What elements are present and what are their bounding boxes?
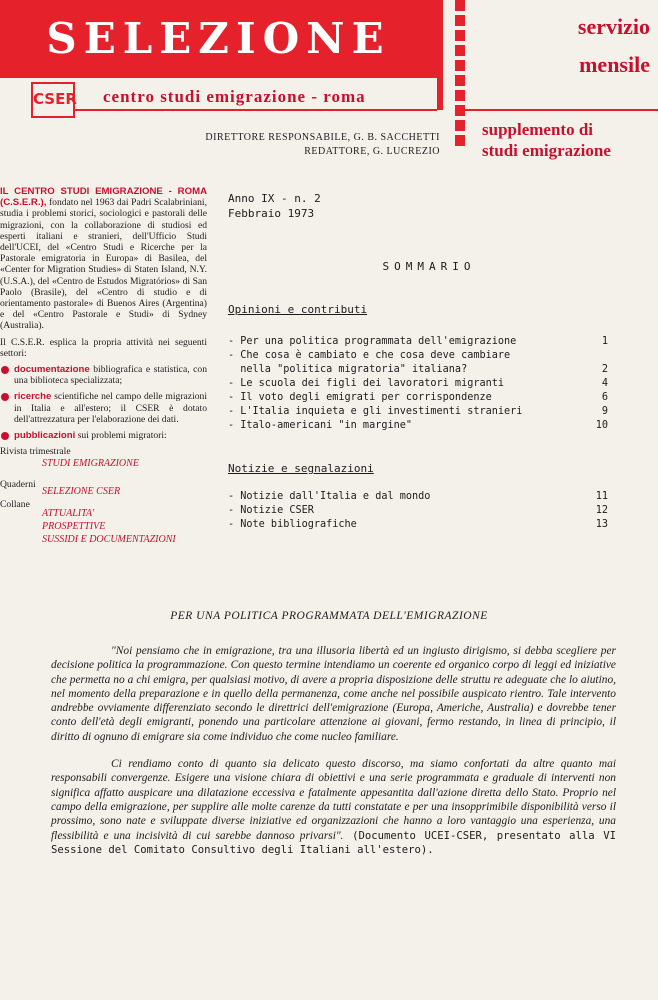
article-paragraph-2 [51,757,616,857]
list-item-documentazione [0,364,207,386]
divider-line-right [465,109,658,111]
collane-list [42,499,176,546]
subtitle-underline [75,109,437,111]
rivista-label: Rivista trimestrale [0,446,71,458]
toc-entry-title: - L'Italia inquieta e gli investimenti stranieri [228,406,523,417]
toc-entry-page [588,349,608,363]
servizio-label: servizio [577,14,650,39]
toc-entry [228,504,608,518]
toc-entry-title: nella "politica migratoria" italiana? [228,364,468,375]
quaderni-title: SELEZIONE CSER [42,486,121,498]
documentazione-text: bibliografica e statistica, con una biblioteca specializzata; [14,364,207,387]
quaderni-label: Quaderni [0,479,36,491]
pubblicazioni-text: sui problemi migratori: [75,430,167,442]
cser-intro [0,186,207,332]
dashed-divider [455,0,465,160]
toc-entry-title: - Per una politica programmata dell'emigrazione [228,336,517,347]
toc-entry [228,391,608,405]
collane-label: Collane [0,499,30,511]
article-paragraph-1: "Noi pensiamo che in emigrazione, tra una illusoria libertà ed un ingiusto dirigismo, si debba scegliere per decisione politica la programmazione. Con questo termine intendiamo un coerente ed organico corpo di leggi ed iniziative che permetta no a chi emigra, per qualsiasi motivo, di avere a propria disposizione delle struttu re adeguate che lo aiutino, nel momento della preparazione e in quello della permanenza, come anche nel possibile auspicato rientro. Tale intervento andrebbe ovviamente differenziato secondo le direttrici dell'emigrazione (Europa, Americhe, Australia) e dovrebbe tener conto dell'età degli emigranti, ponendo una particolare attenzione ai giovani, fermo restando, in linea di principio, il diritto di ognuno di emigrare sia come individuo che come nucleo familiare. [51,645,616,743]
masthead-title: SELEZIONE [46,14,391,63]
cser-intro-title: IL CENTRO STUDI EMIGRAZIONE - ROMA (C.S.E.R.), [0,186,207,209]
toc-entry-page: 6 [601,392,608,403]
toc-entry [228,405,608,419]
list-item-ricerche [0,391,207,425]
supplement-line-1: supplemento di [482,120,593,139]
list-item-pubblicazioni [0,430,207,441]
sommario-heading: SOMMARIO [382,260,476,273]
toc-entry-page: 2 [601,364,608,375]
cser-activity: Il C.S.E.R. esplica la propria attività nei seguenti settori: [0,336,207,359]
toc-entry-page: 9 [601,406,608,417]
section-opinioni-title: Opinioni e contributi [228,303,368,316]
toc-entry [228,419,608,433]
toc-entry [228,363,608,377]
article-source-note: (Documento UCEI-CSER, presentato alla VI Sessione del Comitato Consultivo degli Italiani all'estero). [51,829,617,856]
toc-entry-page: 10 [595,420,608,431]
toc-entry [228,377,608,391]
collana-sussidi: SUSSIDI E DOCUMENTAZIONI [42,534,176,546]
cser-intro-body: fondato nel 1963 dai Padri Scalabriniani, studia i problemi storici, sociologici e pastorali delle migrazioni, con la collaborazione di studiosi ed esperti italiani e stranieri, dell'Ufficio Studi dell'UCEI, del «Centro Studi e Ricerche per la Pastorale emigratoria in Europa» di Basilea, del «Center for Migration Studies» di Staten Island, N.Y. (U.S.A.), del «Centro de Estudos Migratórios» di San Paolo (Brasile), del «Centro di studio e di orientamento pastorale» di Buenos Aires (Argentina) e del «Centro Pastorale e Studi» di Sydney (Australia). [0,197,207,332]
toc-entry-title: - Note bibliografiche [228,519,357,530]
issue-date: Febbraio 1973 [228,207,315,220]
article-body [51,644,616,870]
vertical-red-bar [437,0,443,110]
cser-logo: CSER [31,82,75,118]
director-credit: DIRETTORE RESPONSABILE, G. B. SACCHETTI [205,132,440,143]
toc-entry-title: - Notizie dall'Italia e dal mondo [228,491,431,502]
supplement-line-2: studi emigrazione [482,141,611,160]
toc-entry-title: - Italo-americani "in margine" [228,420,413,431]
toc-entry-page: 13 [595,519,608,530]
issue-number: Anno IX - n. 2 [228,192,321,205]
toc-entry-page: 1 [601,336,608,347]
toc-entry-page: 12 [595,505,608,516]
toc-entry-title: - Che cosa è cambiato e che cosa deve cambiare [228,350,511,361]
ricerche-label: ricerche [14,391,52,403]
article-title: PER UNA POLITICA PROGRAMMATA DELL'EMIGRAZIONE [170,610,488,622]
supplement-label [482,119,611,161]
ricerche-text: scientifiche nel campo delle migrazioni in Italia e all'estero; il CSER è dotato dell'attrezzatura per l'elaborazione dei dati. [14,391,207,425]
collana-attualita: ATTUALITA' [42,508,95,520]
editor-credit: REDATTORE, G. LUCREZIO [304,146,440,157]
section-notizie-title: Notizie e segnalazioni [228,462,374,475]
toc-notizie [228,490,608,532]
toc-entry-title: - Le scuola dei figli dei lavoratori migranti [228,378,505,389]
issue-info [228,191,321,221]
article-paragraph-2-text: Ci rendiamo conto di quanto sia delicato questo discorso, ma siamo confortati da altre quanto mai responsabili convergenze. Esigere una visione chiara di obiettivi e una serie programmata e graduale di interventi non significa affatto auspicare una dilatazione eccessiva e fatalmente appesantita dall'azione diretta dello Stato. Proprio nel campo della emigrazione, per supplire alle molte carenze da tutti constatate e per una insopprimibile disponibilità verso il prossimo, sono nate e sviluppate diverse iniziative ed organizzazioni che hanno a loro vantaggio una esperienza, una flessibilità e una incisività di cui sarebbe dannoso privarsi". [51,758,616,842]
toc-entry-page: 11 [595,491,608,502]
publication-rivista [0,457,207,470]
toc-entry-title: - Notizie CSER [228,505,314,516]
toc-entry-page: 4 [601,378,608,389]
mensile-label: mensile [579,52,650,77]
rivista-title: STUDI EMIGRAZIONE [42,458,139,470]
pubblicazioni-label: pubblicazioni [14,430,76,442]
toc-entry [228,490,608,504]
toc-entry-title: - Il voto degli emigrati per corrispondenze [228,392,492,403]
publication-quaderni [0,473,207,498]
toc-entry [228,518,608,532]
toc-opinioni [228,335,608,433]
editorial-credits [190,131,440,159]
publication-collane [0,499,207,546]
cser-info-column [0,186,207,546]
toc-entry [228,349,608,363]
toc-entry [228,335,608,349]
documentazione-label: documentazione [14,364,90,376]
collana-prospettive: PROSPETTIVE [42,521,106,533]
masthead-subtitle: centro studi emigrazione - roma [103,87,366,106]
